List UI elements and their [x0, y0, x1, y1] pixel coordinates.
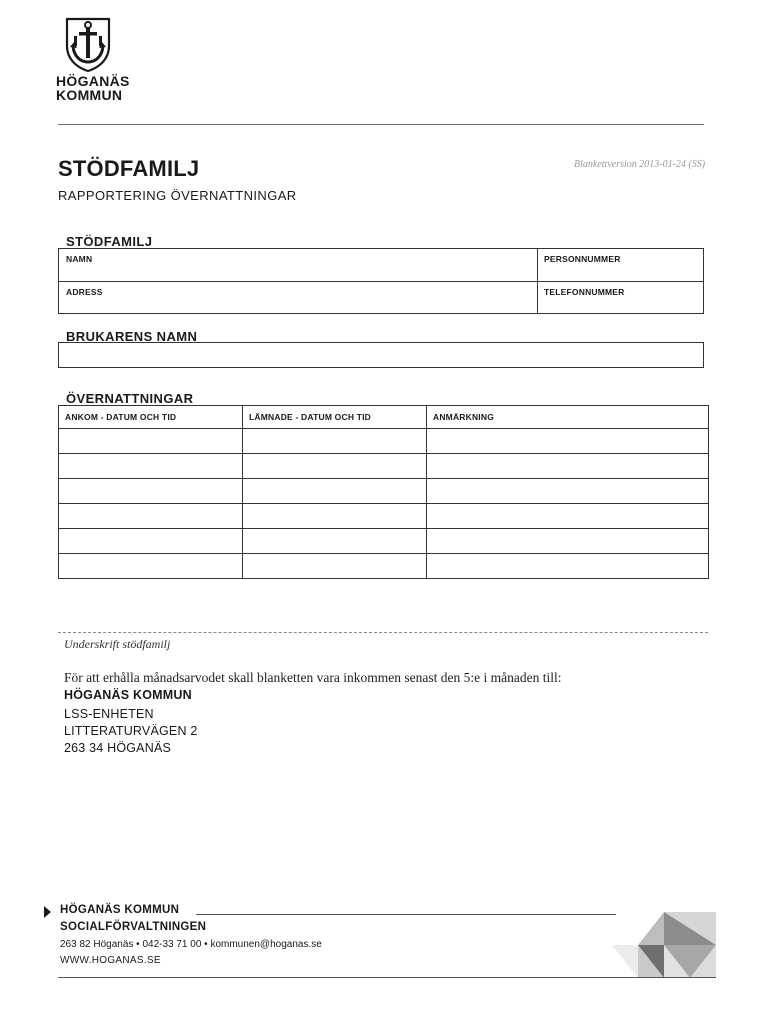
lamnade-cell[interactable] — [243, 504, 427, 529]
lamnade-cell[interactable] — [243, 479, 427, 504]
signature-line[interactable] — [58, 632, 708, 633]
footer-bottom-rule — [58, 977, 716, 978]
anmarkning-cell[interactable] — [427, 529, 709, 554]
table-header-row — [59, 406, 709, 429]
address-field-label: ADRESS — [66, 287, 103, 297]
column-header-anmarkning: ANMÄRKNING — [427, 406, 709, 429]
form-version: Blankettversion 2013-01-24 (SS) — [574, 159, 706, 170]
ankom-cell[interactable] — [59, 479, 243, 504]
ankom-cell[interactable] — [59, 529, 243, 554]
footer-arrow-icon — [44, 906, 51, 918]
footer-department: SOCIALFÖRVALTNINGEN — [60, 921, 207, 933]
anmarkning-cell[interactable] — [427, 454, 709, 479]
brukare-name-field[interactable] — [58, 342, 704, 368]
name-field[interactable] — [59, 249, 537, 281]
address-line-street: LITTERATURVÄGEN 2 — [64, 724, 198, 738]
logo-line-1: HÖGANÄS — [56, 73, 130, 89]
anmarkning-cell[interactable] — [427, 504, 709, 529]
column-header-lamnade: LÄMNADE - DATUM OCH TID — [243, 406, 427, 429]
section-heading-stodfamilj: STÖDFAMILJ — [66, 234, 153, 249]
logo-wordmark — [56, 74, 136, 102]
footer-organization: HÖGANÄS KOMMUN — [60, 904, 180, 916]
signature-label: Underskrift stödfamilj — [64, 637, 171, 651]
overnattningar-table — [58, 405, 709, 579]
table-row — [59, 529, 709, 554]
address-line-postal: 263 34 HÖGANÄS — [64, 741, 172, 755]
stodfamilj-box — [58, 248, 704, 314]
table-row — [59, 479, 709, 504]
column-header-ankom: ANKOM - DATUM OCH TID — [59, 406, 243, 429]
name-field-label: NAMN — [66, 254, 93, 264]
footer-divider — [196, 914, 616, 915]
table-row — [59, 429, 709, 454]
phone-field[interactable] — [538, 282, 703, 313]
address-organization: HÖGANÄS KOMMUN — [64, 688, 192, 702]
anmarkning-cell[interactable] — [427, 479, 709, 504]
ankom-cell[interactable] — [59, 554, 243, 579]
lamnade-cell[interactable] — [243, 529, 427, 554]
submission-instruction: För att erhålla månadsarvodet skall blanketten vara inkommen senast den 5:e i månaden till: — [64, 670, 562, 685]
address-line-unit: LSS-ENHETEN — [64, 707, 154, 721]
section-heading-brukare: BRUKARENS NAMN — [66, 329, 198, 344]
ankom-cell[interactable] — [59, 429, 243, 454]
document-title: STÖDFAMILJ — [58, 156, 200, 181]
ankom-cell[interactable] — [59, 504, 243, 529]
personnummer-field[interactable] — [538, 249, 703, 281]
lamnade-cell[interactable] — [243, 554, 427, 579]
personnummer-field-label: PERSONNUMMER — [544, 254, 621, 264]
table-row — [59, 454, 709, 479]
footer-geometric-pattern-icon — [612, 912, 716, 978]
section-heading-overnattningar: ÖVERNATTNINGAR — [66, 391, 194, 406]
anmarkning-cell[interactable] — [427, 429, 709, 454]
logo-line-2: KOMMUN — [56, 87, 123, 103]
table-row — [59, 504, 709, 529]
ankom-cell[interactable] — [59, 454, 243, 479]
address-field[interactable] — [59, 282, 537, 313]
phone-field-label: TELEFONNUMMER — [544, 287, 625, 297]
header-divider — [58, 124, 704, 125]
footer-contact: 263 82 Höganäs • 042-33 71 00 • kommunen@hoganas.se — [60, 939, 322, 950]
municipal-shield-anchor-icon — [64, 16, 112, 72]
table-row — [59, 554, 709, 579]
footer-website-link[interactable]: WWW.HOGANAS.SE — [60, 955, 161, 966]
anmarkning-cell[interactable] — [427, 554, 709, 579]
lamnade-cell[interactable] — [243, 429, 427, 454]
document-subtitle: RAPPORTERING ÖVERNATTNINGAR — [58, 188, 297, 203]
lamnade-cell[interactable] — [243, 454, 427, 479]
